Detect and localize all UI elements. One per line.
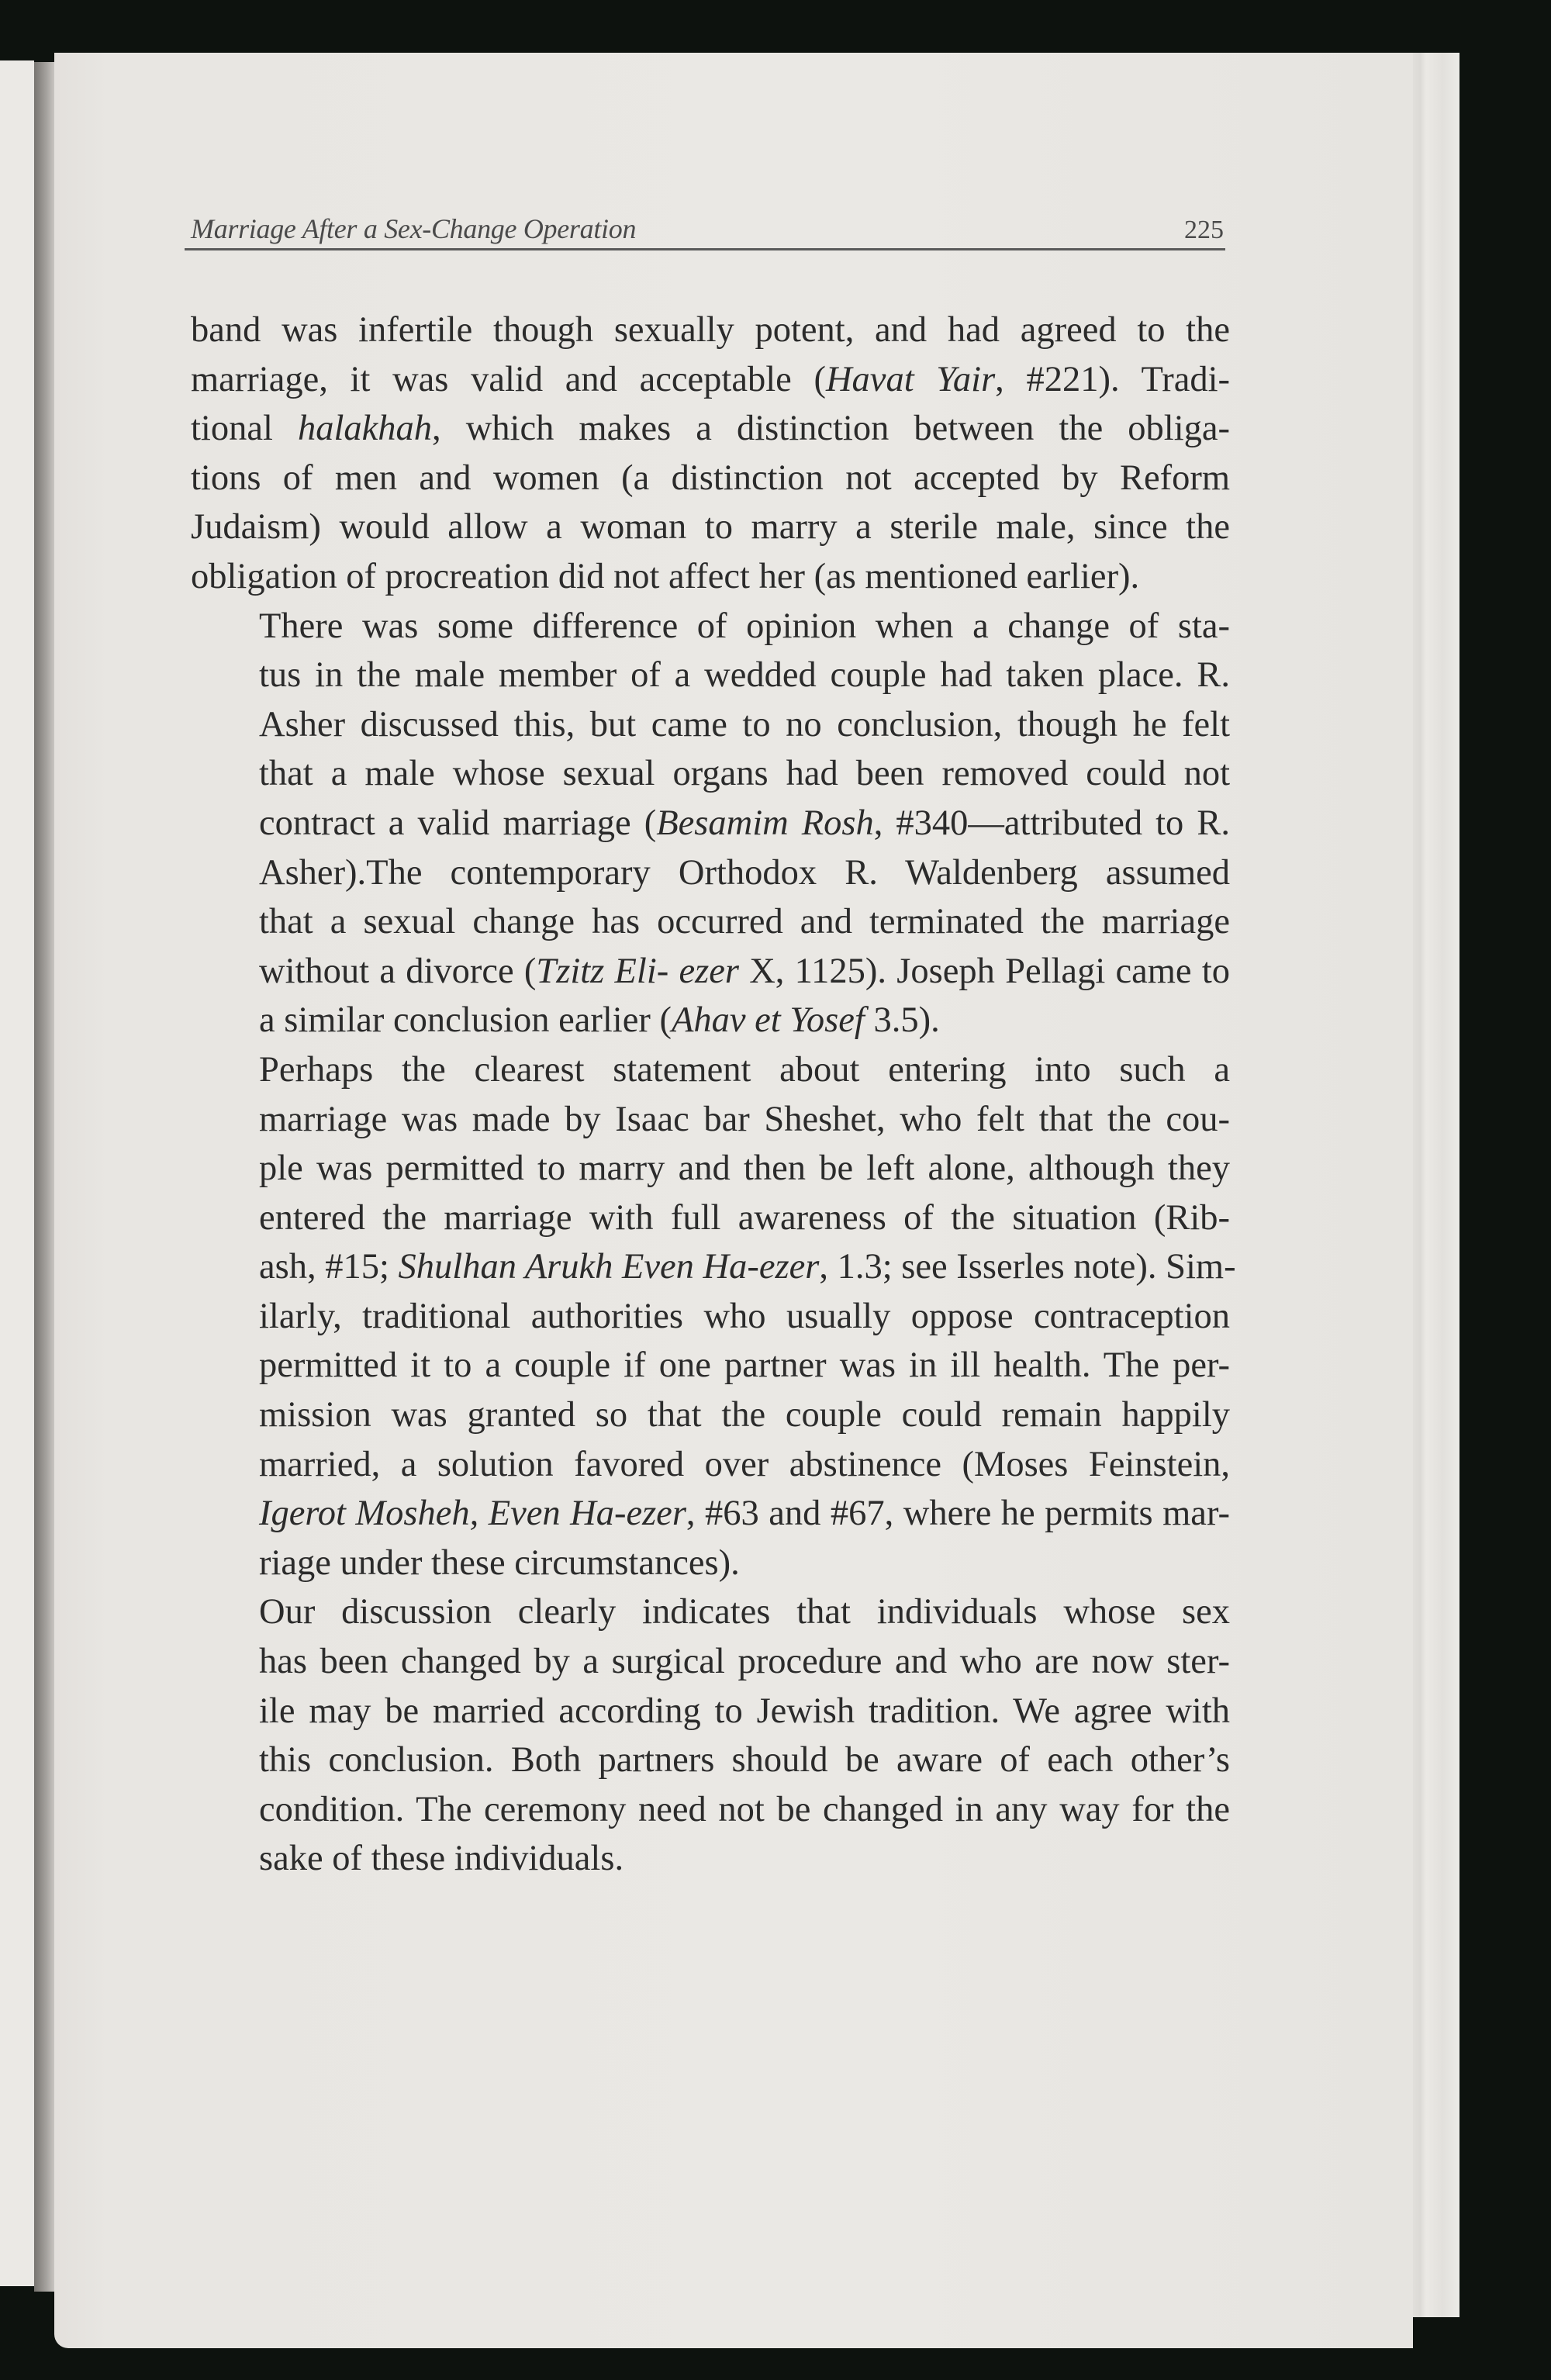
text-line: ilarly, traditional authorities who usually oppose contraception <box>259 1296 1230 1336</box>
header-rule <box>185 248 1225 250</box>
text-line: Our discussion clearly indicates that individuals whose sex <box>259 1592 1230 1632</box>
text-line: Igerot Mosheh, Even Ha-ezer, #63 and #67, where he permits mar- <box>259 1494 1230 1534</box>
page-number: 225 <box>1184 216 1224 244</box>
text-line: marriage was made by Isaac bar Sheshet, who felt that the cou- <box>259 1099 1230 1139</box>
text-line: ple was permitted to marry and then be left alone, although they <box>259 1149 1230 1189</box>
italic-citation: halakhah <box>297 409 433 449</box>
text-line: permitted it to a couple if one partner was in ill health. The per- <box>259 1345 1230 1386</box>
paragraph <box>191 1587 1230 1884</box>
text-line: this conclusion. Both partners should be aware of each other’s <box>259 1740 1230 1781</box>
text-line: sake of these individuals. <box>259 1839 624 1879</box>
text-line: Perhaps the clearest statement about entering into such a <box>259 1049 1230 1090</box>
previous-page-edge <box>0 60 34 2286</box>
text-line: Judaism) would allow a woman to marry a sterile male, since the <box>191 507 1230 548</box>
text-line: married, a solution favored over abstinence (Moses Feinstein, <box>259 1444 1230 1484</box>
text-line: without a divorce (Tzitz Eli- ezer X, 1125). Joseph Pellagi came to <box>259 951 1230 991</box>
text-line: that a male whose sexual organs had been removed could not <box>259 754 1230 794</box>
paragraph <box>191 306 1230 602</box>
italic-citation: Igerot Mosheh, Even Ha-ezer <box>259 1494 686 1534</box>
italic-citation: Besamim Rosh <box>656 803 874 843</box>
paragraph <box>191 1045 1236 1588</box>
text-line: Asher discussed this, but came to no conclusion, though he felt <box>259 704 1230 744</box>
text-line: tions of men and women (a distinction not accepted by Reform <box>191 458 1230 498</box>
text-line: ile may be married according to Jewish tradition. We agree with <box>259 1691 1230 1731</box>
running-head-title: Marriage After a Sex-Change Operation <box>191 213 637 244</box>
italic-citation: Shulhan Arukh Even Ha-ezer <box>398 1247 820 1287</box>
paragraph <box>191 602 1230 1045</box>
italic-citation: Ahav et Yosef <box>671 1000 865 1041</box>
text-line: ash, #15; Shulhan Arukh Even Ha-ezer, 1.3; see Isserles note). Sim- <box>259 1247 1236 1287</box>
text-line: tional halakhah, which makes a distinction between the obliga- <box>191 409 1230 449</box>
text-line: marriage, it was valid and acceptable (Havat Yair, #221). Tradi- <box>191 359 1231 399</box>
italic-citation: Tzitz Eli- ezer <box>536 951 739 991</box>
text-line: riage under these circumstances). <box>259 1542 740 1583</box>
text-line: a similar conclusion earlier (Ahav et Yosef 3.5). <box>259 1000 940 1041</box>
book-gutter-shadow <box>34 62 56 2292</box>
text-line: contract a valid marriage (Besamim Rosh, #340—attributed to R. <box>259 803 1230 843</box>
running-header <box>191 203 1224 245</box>
text-line: obligation of procreation did not affect her (as mentioned earlier). <box>191 556 1140 596</box>
text-line: condition. The ceremony need not be changed in any way for the <box>259 1789 1230 1829</box>
text-line: has been changed by a surgical procedure and who are now ster- <box>259 1642 1230 1682</box>
text-line: There was some difference of opinion when a change of sta- <box>259 606 1230 646</box>
text-line: Asher).The contemporary Orthodox R. Waldenberg assumed <box>259 852 1230 893</box>
text-line: mission was granted so that the couple could remain happily <box>259 1395 1230 1435</box>
body-text <box>191 306 1236 1884</box>
text-line: tus in the male member of a wedded couple had taken place. R. <box>259 655 1230 696</box>
italic-citation: Havat Yair <box>825 359 996 399</box>
text-line: entered the marriage with full awareness of the situation (Rib- <box>259 1197 1230 1238</box>
text-line: band was infertile though sexually potent, and had agreed to the <box>191 310 1230 350</box>
text-line: that a sexual change has occurred and terminated the marriage <box>259 902 1230 942</box>
